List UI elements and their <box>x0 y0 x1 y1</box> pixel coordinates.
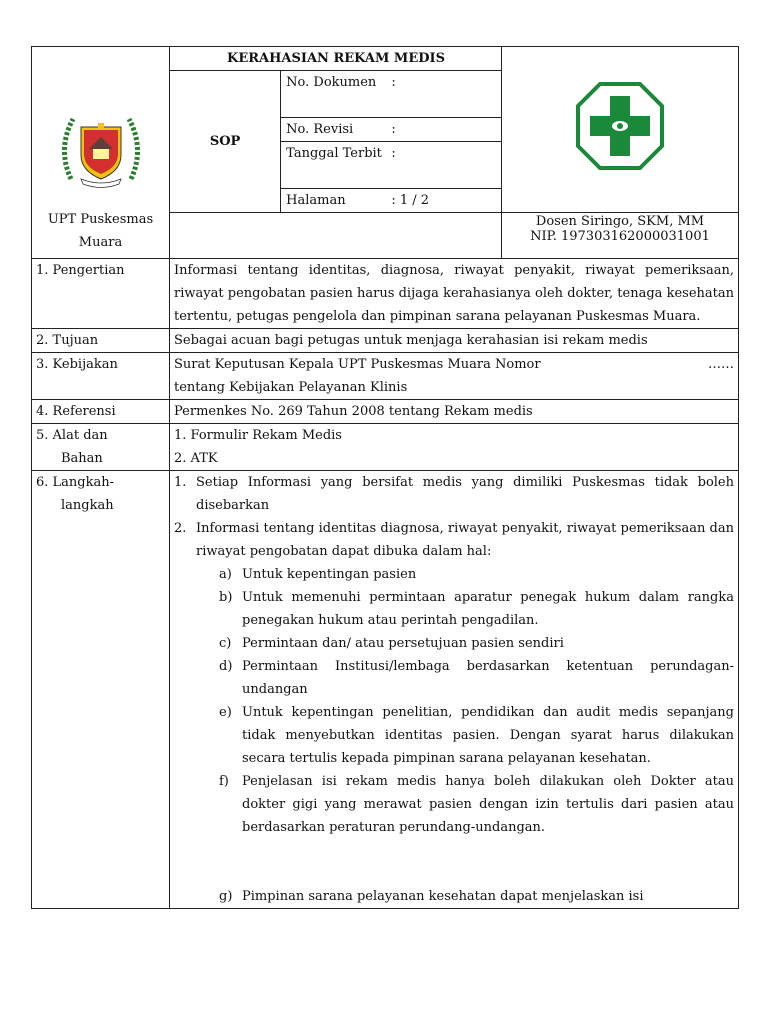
field-label-tanggal-terbit: Tanggal Terbit <box>281 142 392 189</box>
blank-gap <box>174 839 734 885</box>
field-label-no-dokumen: No. Dokumen <box>281 71 392 118</box>
step-item <box>174 471 734 517</box>
step-text: Setiap Informasi yang bersifat medis yang dimiliki Puskesmas tidak boleh disebarkan <box>196 475 734 513</box>
header-middle <box>170 47 502 213</box>
step-item <box>174 517 734 563</box>
field-label-halaman: Halaman <box>286 193 346 208</box>
sub-text: Permintaan Institusi/lembaga berdasarkan ketentuan perundagan-undangan <box>242 659 734 697</box>
signatory-name: Dosen Siringo, SKM, MM <box>535 214 705 229</box>
text-tujuan: Sebagai acuan bagi petugas untuk menjaga kerahasian isi rekam medis <box>170 329 739 353</box>
field-value-tanggal-terbit: : <box>391 142 502 189</box>
sub-text: Penjelasan isi rekam medis hanya boleh dilakukan oleh Dokter atau dokter gigi yang merawat pasien dengan izin tertulis dari pasien atau berdasarkan peraturan perundang-undangan. <box>242 774 734 835</box>
field-value-no-revisi: : <box>391 118 502 142</box>
sub-item <box>174 770 734 839</box>
step-text: Informasi tentang identitas diagnosa, riwayat penyakit, riwayat pemeriksaan dan riwayat pengobatan dapat dibuka dalam hal: <box>196 521 734 559</box>
sub-number: e) <box>219 705 232 720</box>
document-title: KERAHASIAN REKAM MEDIS <box>170 47 502 71</box>
alat-item: 2. ATK <box>174 451 218 466</box>
label-pengertian: 1. Pengertian <box>32 259 170 329</box>
text-referensi: Permenkes No. 269 Tahun 2008 tentang Rekam medis <box>170 400 739 424</box>
sop-label: SOP <box>170 71 281 213</box>
sub-item <box>174 586 734 632</box>
sub-item <box>174 885 734 908</box>
sub-item <box>174 632 734 655</box>
kebijakan-line1: Surat Keputusan Kepala UPT Puskesmas Muara Nomor <box>174 357 541 372</box>
list-alat-bahan <box>170 424 739 471</box>
kebijakan-line2: tentang Kebijakan Pelayanan Klinis <box>174 380 408 395</box>
sub-number: b) <box>219 590 233 605</box>
label-alat-line1: 5. Alat dan <box>36 428 108 443</box>
kebijakan-dots: …… <box>708 357 734 372</box>
alat-item: 1. Formulir Rekam Medis <box>174 428 342 443</box>
field-label-no-revisi: No. Revisi <box>281 118 392 142</box>
sub-item <box>174 701 734 770</box>
puskesmas-logo-icon <box>572 78 668 174</box>
signatory-cell <box>502 213 739 259</box>
field-value-no-dokumen: : <box>391 71 502 118</box>
field-value-halaman: : 1 / 2 <box>391 193 430 208</box>
label-alat-line2: Bahan <box>61 451 103 466</box>
sub-text: Permintaan dan/ atau persetujuan pasien sendiri <box>242 636 564 651</box>
sub-number: d) <box>219 659 233 674</box>
sub-item <box>174 655 734 701</box>
sub-text: Pimpinan sarana pelayanan kesehatan dapat menjelaskan isi <box>242 889 644 904</box>
label-alat-bahan <box>32 424 170 471</box>
sub-number: f) <box>219 774 229 789</box>
list-langkah <box>170 471 739 909</box>
step-number: 2. <box>174 521 187 536</box>
signatory-nip: NIP. 197303162000031001 <box>530 229 710 244</box>
label-tujuan: 2. Tujuan <box>32 329 170 353</box>
sub-text: Untuk memenuhi permintaan aparatur penegak hukum dalam rangka penegakan hukum atau perintah pengadilan. <box>242 590 734 628</box>
sub-number: g) <box>219 889 233 904</box>
org-name: UPT Puskesmas Muara <box>47 212 154 250</box>
label-referensi: 4. Referensi <box>32 400 170 424</box>
sub-number: c) <box>219 636 232 651</box>
text-kebijakan <box>170 353 739 400</box>
sop-table <box>31 46 739 909</box>
sub-text: Untuk kepentingan penelitian, pendidikan dan audit medis sepanjang tidak menyebutkan identitas pasien. Dengan syarat harus dilakukan secara tertulis kepada pimpinan sarana pelayanan kesehatan. <box>242 705 734 766</box>
label-kebijakan: 3. Kebijakan <box>32 353 170 400</box>
sub-number: a) <box>219 567 232 582</box>
sub-text: Untuk kepentingan pasien <box>242 567 417 582</box>
sub-item <box>174 563 734 586</box>
label-langkah <box>32 471 170 909</box>
sop-document <box>31 46 738 909</box>
step-number: 1. <box>174 475 187 490</box>
coat-of-arms-icon <box>51 109 151 189</box>
label-langkah-line2: langkah <box>61 498 114 513</box>
text-pengertian: Informasi tentang identitas, diagnosa, riwayat penyakit, riwayat pemeriksaan, riwayat pengobatan pasien harus dijaga kerahasianya oleh dokter, tenaga kesehatan tertentu, petugas pengelola dan pimpinan sarana pelayanan Puskesmas Muara. <box>170 259 739 329</box>
right-logo-cell <box>502 47 739 213</box>
label-langkah-line1: 6. Langkah- <box>36 475 115 490</box>
org-empty-cell <box>170 213 502 259</box>
